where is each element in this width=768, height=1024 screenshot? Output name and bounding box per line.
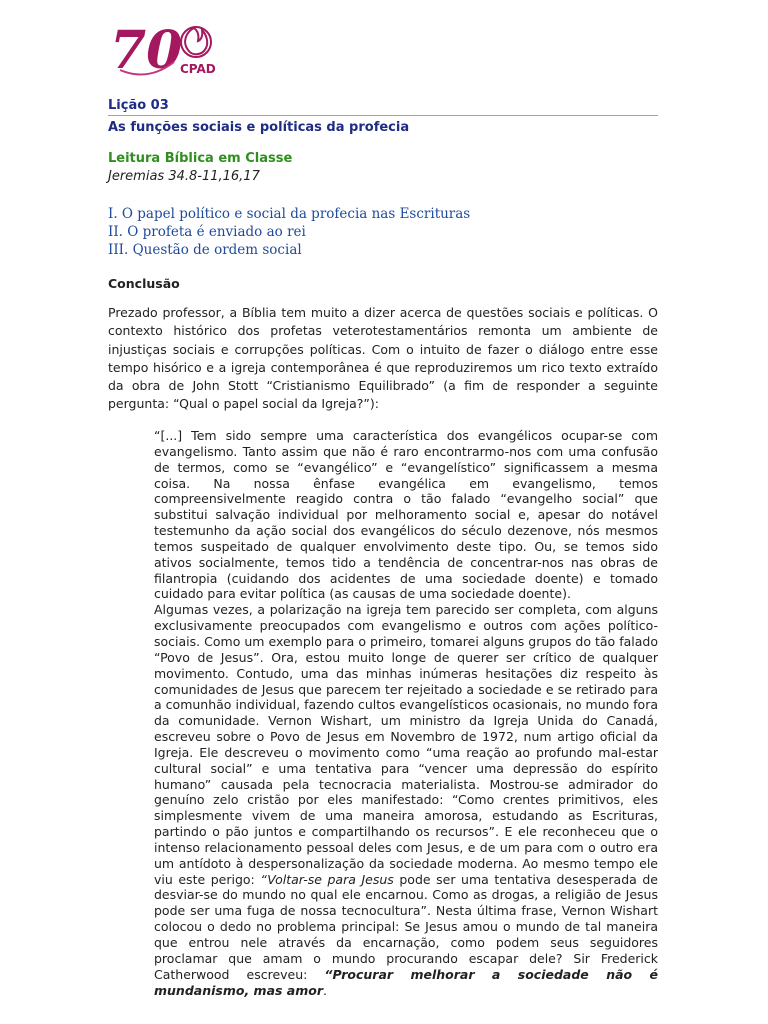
lesson-title: As funções sociais e políticas da profecia [108,120,410,135]
lesson-number: Lição 03 [108,98,169,113]
quote-paragraph-2 [154,602,658,998]
quote-p2-bold: “Procurar melhorar a sociedade não é mundanismo, mas amor [154,966,659,998]
quote-p2-start: Algumas vezes, a polarização na igreja tem parecido ser completa, com alguns exclusivamente preocupados com evangelismo e outros com ações político-sociais. Como um exemplo para o primeiro, tomarei alguns grupos do tão falado “Povo de Jesus”. Ora, estou muito longe de querer ser crítico de qualquer movimento. Contudo, uma das minhas inúmeras hesitações diz respeito às comunidades de Jesus que parecem ter rejeitado a sociedade e se retirado para a comunhão individual, fazendo cultos evangelísticos ocasionais, no mundo fora da comunidade. Vernon Wishart, um ministro da Igreja Unida do Canadá, escreveu sobre o Povo de Jesus em Novembro de 1972, num artigo oficial da Igreja. Ele descreveu o movimento como “uma reação ao profundo mal-estar cultural social” e uma tentativa para “vencer uma depressão do espírito humano” causada pela tecnocracia materialista. Mostrou-se admirador do genuíno zelo cristão por eles manifestado: “Como crentes primitivos, eles simplesmente vivem de uma maneira amorosa, estudando as Escrituras, partindo o pão juntos e compartilhando os recursos”. E ele reconheceu que o intenso relacionamento pessoal deles com Jesus, e de um para com o outro era um antídoto à despersonalização da sociedade moderna. Ao mesmo tempo ele viu este perigo: [154,602,658,887]
conclusion-heading: Conclusão [108,276,180,291]
conclusion-intro: Prezado professor, a Bíblia tem muito a dizer acerca de questões sociais e políticas. O contexto histórico dos profetas veterotestamentários remonta um ambiente de injustiças sociais e corrupções políticas. Com o intuito de fazer o diálogo entre esse tempo hisórico e a igreja contemporânea é que reproduziremos um rico texto extraído da obra de John Stott “Cristianismo Equilibrado” (a fim de responder a seguinte pergunta: “Qual o papel social da Igreja?”): [108,305,658,412]
title-divider [108,115,658,116]
lesson-outline [108,205,470,259]
outline-item: I. O papel político e social da profecia nas Escrituras [108,206,471,222]
logo-brand-text: CPAD [180,62,216,76]
reading-reference: Jeremias 34.8-11,16,17 [108,169,260,184]
outline-item: III. Questão de ordem social [108,242,302,258]
logo-mark-text: 70 [110,20,183,81]
quote-p2-tail: . [323,982,327,998]
outline-item: II. O profeta é enviado ao rei [108,224,306,240]
reading-heading: Leitura Bíblica em Classe [108,151,293,166]
quote-p2-end: pode ser uma tentativa desesperada de desviar-se do mundo no qual ele encarnou. Como as drogas, a religião de Jesus pode ser uma fuga de nossa tecnocultura”. Nesta última frase, Vernon Wishart colocou o dedo no problema principal: Se Jesus amou o mundo de tal maneira que entrou nele através da encarnação, como podem seus seguidores proclamar que amam o mundo procurando escapar dele? Sir Frederick Catherwood escreveu: [154,871,658,982]
quote-paragraph-1: “[...] Tem sido sempre uma característica dos evangélicos ocupar-se com evangelismo. Tanto assim que não é raro encontrarmo-nos com uma confusão de termos, como se “evangélico” e “evangelístico” significassem a mesma coisa. Na nossa ênfase evangélica em evangelismo, temos compreensivelmente reagido contra o tão falado “evangelho social” que substitui salvação individual por melhoramento social e, apesar do notável testemunho da ação social dos evangélicos do século dezenove, nós mesmos temos suspeitado de qualquer envolvimento deste tipo. Ou, se temos sido ativos socialmente, temos tido a tendência de concentrar-nos nas obras de filantropia (cuidando dos acidentes de uma sociedade doente) e tomado cuidado para evitar política (as causas de uma sociedade doente). [154,428,658,602]
cpad-70-anos-logo [108,18,228,82]
flame-icon [185,28,207,54]
stott-quote [154,428,658,998]
quote-p2-italic: “Voltar-se para Jesus [260,871,394,887]
